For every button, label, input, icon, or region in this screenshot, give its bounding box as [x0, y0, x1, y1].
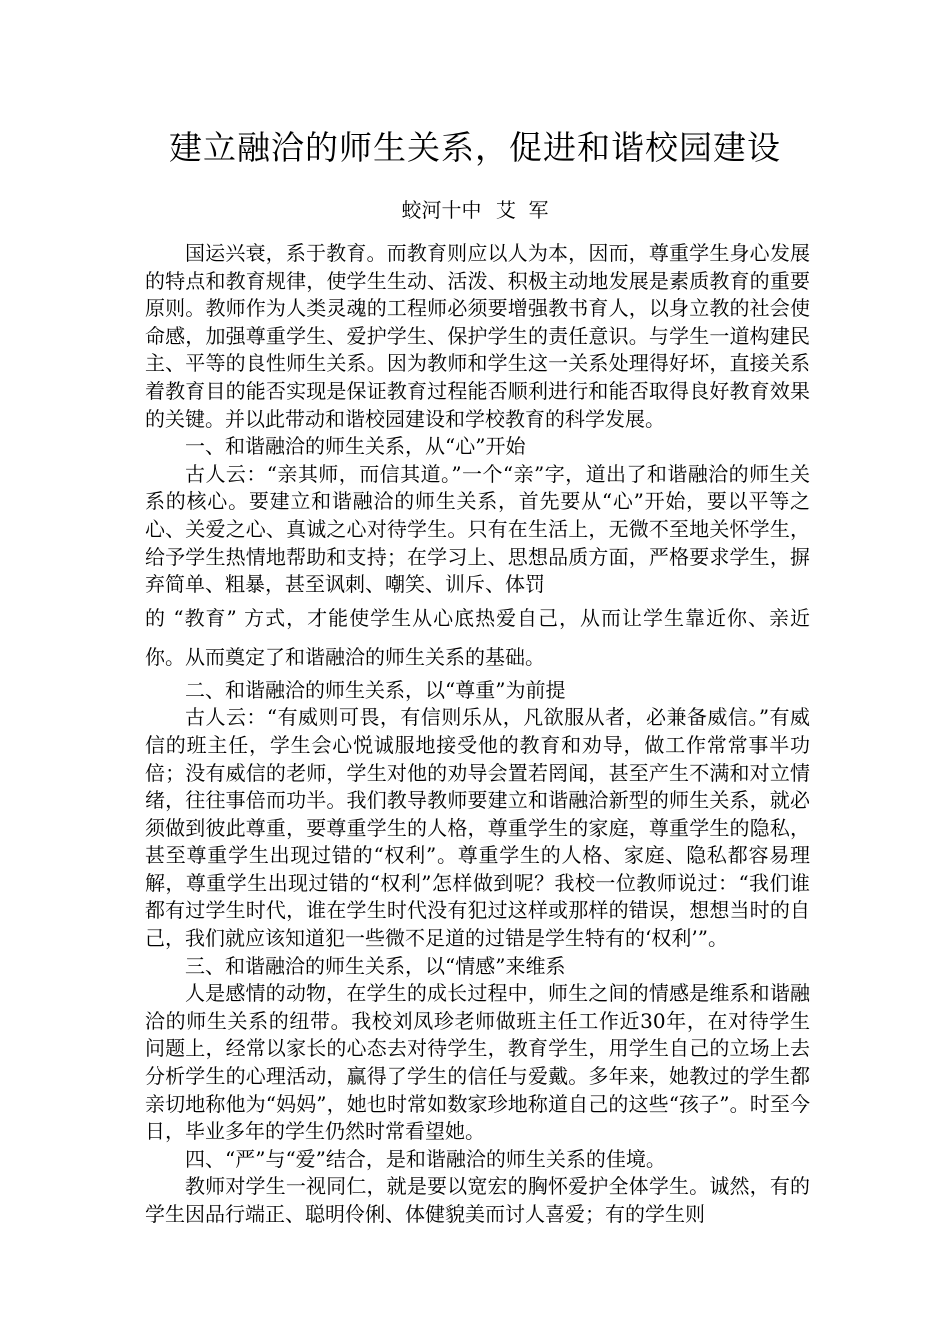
paragraph-section-1: 古人云：“亲其师，而信其道。”一个“亲”字，道出了和谐融洽的师生关系的核心。要建立和谐融洽的师生关系，首先要从“心”开始，要以平等之心、关爱之心、真诚之心对待学生。只有在生活上，无微不至地关怀学生，给予学生热情地帮助和支持；在学习上、思想品质方面，严格要求学生，摒弃简单、粗暴，甚至讽刺、嘲笑、训斥、体罚 — [145, 461, 810, 597]
section-heading-1: 一、和谐融洽的师生关系，从“心”开始 — [185, 434, 526, 459]
paragraph-intro: 国运兴衰，系于教育。而教育则应以人为本，因而，尊重学生身心发展的特点和教育规律，使学生生动、活泼、积极主动地发展是素质教育的重要原则。教师作为人类灵魂的工程师必须要增强教书育人，以身立教的社会使命感，加强尊重学生、爱护学生、保护学生的责任意识。与学生一道构建民主、平等的良性师生关系。因为教师和学生这一关系处理得好坏，直接关系着教育目的能否实现是保证教育过程能否顺利进行和能否取得良好教育效果的关键。并以此带动和谐校园建设和学校教育的科学发展。 — [145, 241, 810, 431]
document-body — [145, 240, 810, 1229]
author-name: 艾 军 — [495, 198, 549, 222]
section-heading-4: 四、“严”与“爱”结合，是和谐融洽的师生关系的佳境。 — [185, 1146, 666, 1171]
section-heading-2: 二、和谐融洽的师生关系，以“尊重”为前提 — [185, 677, 566, 702]
section-heading-3: 三、和谐融洽的师生关系，以“情感”来维系 — [185, 953, 566, 978]
document-title: 建立融洽的师生关系，促进和谐校园建设 — [169, 128, 781, 167]
author-line — [0, 196, 950, 224]
author-school: 蛟河十中 — [401, 198, 482, 222]
paragraph-section-3: 人是感情的动物，在学生的成长过程中，师生之间的情感是维系和谐融洽的师生关系的纽带。我校刘凤珍老师做班主任工作近30年，在对待学生问题上，经常以家长的心态去对待学生，教育学生，用学生自己的立场上去分析学生的心理活动，赢得了学生的信任与爱戴。多年来，她教过的学生都亲切地称他为“妈妈”，她也时常如数家珍地称道自己的这些“孩子”。时至今日，毕业多年的学生仍然时常看望她。 — [145, 981, 810, 1144]
paragraph-section-2: 古人云：“有威则可畏，有信则乐从，凡欲服从者，必兼备威信。”有威信的班主任，学生会心悦诚服地接受他的教育和劝导，做工作常常事半功倍；没有威信的老师，学生对他的劝导会置若罔闻，甚至产生不满和对立情绪，往往事倍而功半。我们教导教师要建立和谐融洽新型的师生关系，就必须做到彼此尊重，要尊重学生的人格，尊重学生的家庭，尊重学生的隐私，甚至尊重学生出现过错的“权利”。尊重学生的人格、家庭、隐私都容易理解，尊重学生出现过错的“权利”怎样做到呢？我校一位教师说过：“我们谁都有过学生时代，谁在学生时代没有犯过这样或那样的错误，想想当时的自己，我们就应该知道犯一些微不足道的过错是学生特有的‘权利’”。 — [145, 705, 810, 951]
paragraph-section-4: 教师对学生一视同仁，就是要以宽宏的胸怀爱护全体学生。诚然，有的学生因品行端正、聪明伶俐、体健貌美而讨人喜爱；有的学生则 — [145, 1174, 810, 1226]
paragraph-section-1-cont: 的 “教育” 方式，才能使学生从心底热爱自己，从而让学生靠近你、亲近你。从而奠定了和谐融洽的师生关系的基础。 — [145, 605, 810, 669]
